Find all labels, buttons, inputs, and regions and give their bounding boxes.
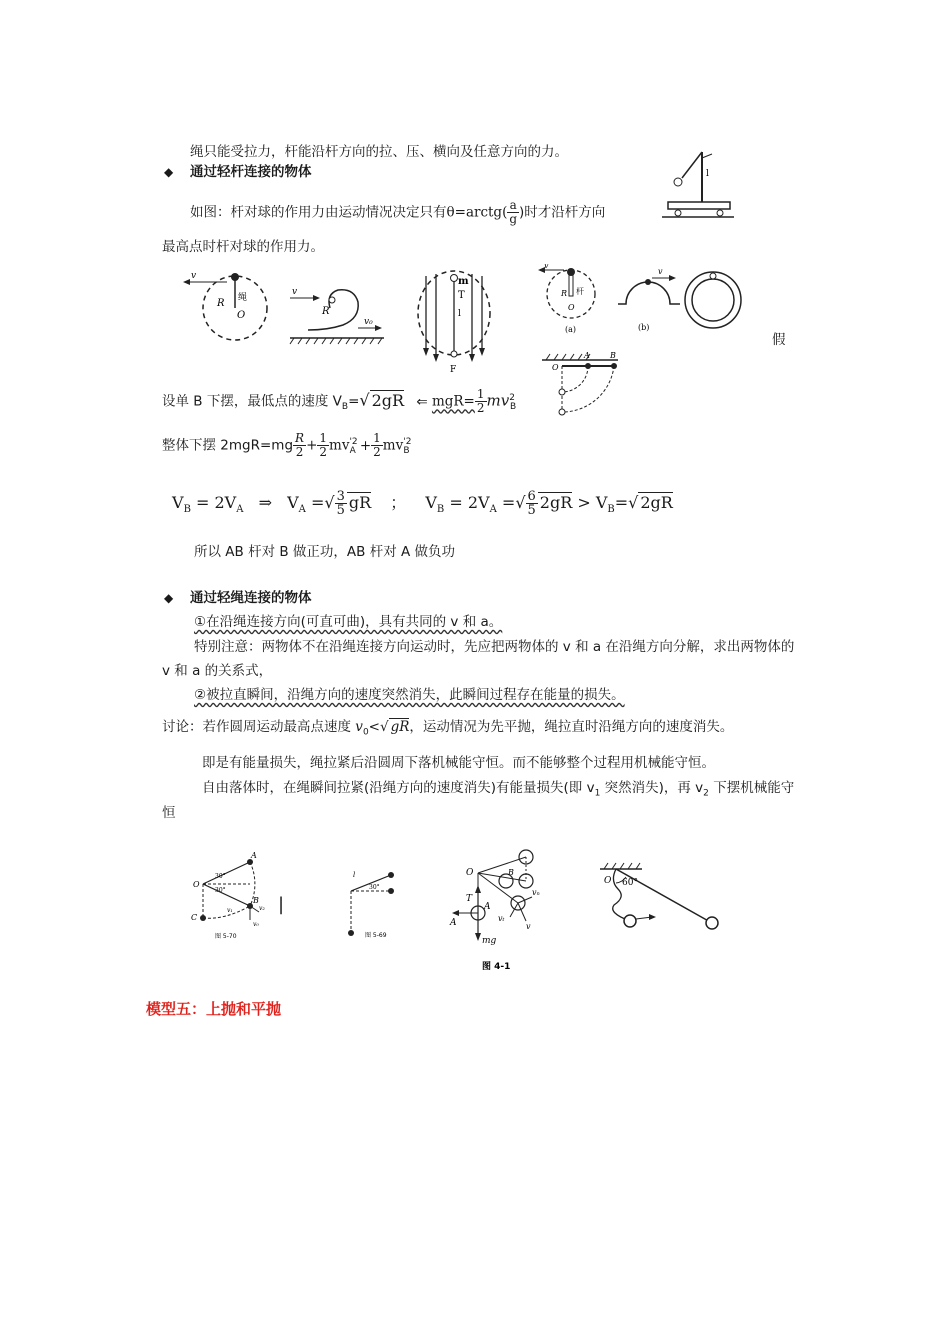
rod-label: 杆 — [576, 287, 584, 296]
cursor-bar: | — [278, 894, 285, 915]
energy-loss: 即是有能量损失，绳拉紧后沿圆周下落机械能守恒。而不能够整个过程用机械能守恒。 — [202, 755, 715, 771]
circle-rope-O: O — [237, 310, 246, 321]
rod-circle-figure — [536, 264, 606, 336]
eq3-gt: > V — [572, 493, 608, 512]
fig570-B: B — [253, 896, 259, 905]
loop-R: R — [322, 306, 330, 317]
eq3-left: V — [172, 493, 184, 512]
half-frac — [475, 388, 487, 415]
circle-rope-v: v — [191, 271, 197, 281]
mv-a: mv — [329, 437, 350, 454]
half-num: 1 — [476, 387, 485, 401]
pivot-A: A — [584, 351, 590, 360]
circle-rope-figure — [175, 268, 275, 348]
circle-rope-label: 绳 — [238, 293, 248, 303]
eq3-eq3: = 2V — [444, 493, 490, 512]
prime-sq-a: '2 — [349, 437, 358, 447]
fig41-A2: A — [484, 902, 491, 912]
whole-swing: 整体下摆 2mgR=mg — [162, 437, 294, 454]
frac-num: a — [507, 199, 519, 213]
loop-track-figure — [288, 280, 388, 350]
eq3-vb2: V — [425, 493, 437, 512]
free-fall: 自由落体时，在绳瞬间拉紧(沿绳方向的速度消失)有能量损失(即 v — [202, 780, 595, 796]
eq3-va-sub: A — [298, 504, 306, 516]
free-fall-end: 下摆机械能守 — [708, 780, 795, 796]
circle-rope-R: R — [217, 298, 225, 309]
half-den-2: 2 — [319, 445, 328, 459]
rod-R: R — [561, 289, 568, 298]
mv-b-sub: B — [403, 446, 410, 457]
prime-sq-b: '2 — [403, 437, 412, 447]
fig570-v0: v₀ — [253, 921, 259, 928]
mv-b2-sup: 2 — [509, 393, 515, 403]
fig41-O: O — [466, 868, 474, 878]
discussion-line: 讨论：若作圆周运动最高点速度 $v_0<√$ gR，运动情况为先平抛，绳拉直时沿绳方向的速度消失。 — [162, 719, 734, 738]
special-note2: v 和 a 的关系式， — [162, 663, 273, 679]
free-fall-sub1: 1 — [594, 788, 601, 799]
fig41-vt: vₜ — [498, 914, 505, 923]
two-den: 2 — [295, 445, 304, 459]
fig41-A: A — [450, 918, 457, 928]
half-den: 2 — [476, 401, 485, 415]
fig570-v2: v₂ — [259, 905, 265, 912]
special-note: 特别注意：两物体不在沿绳连接方向运动时，先应把两物体的 v 和 a 在沿绳方向分解，求出两物体的 — [194, 639, 795, 655]
pivot-B: B — [610, 351, 616, 360]
rod-force-line — [190, 199, 605, 226]
section-five-heading: 模型五：上抛和平抛 — [146, 1000, 282, 1018]
a-over-g — [507, 199, 519, 226]
fig41-vn: vₙ — [532, 888, 540, 897]
rod-force-theta: θ=arctg( — [446, 204, 508, 221]
half-frac-2 — [317, 432, 329, 459]
mv-a-sub: A — [349, 446, 356, 457]
fig570-v1: v₁ — [227, 907, 233, 914]
half-num-2: 1 — [319, 431, 328, 445]
mv-b2-sub: B — [509, 402, 517, 413]
heading-rod: 通过轻杆连接的物体 — [190, 164, 312, 180]
eq3-sqrt2gR: 2gR — [640, 493, 673, 512]
assume-b-sub: B — [341, 402, 349, 413]
mv-b2: mv — [486, 391, 510, 410]
fig570-30a: 30° — [215, 873, 226, 880]
eq3-va: V — [287, 493, 299, 512]
semicolon: ； — [390, 493, 407, 512]
fig60-angle: 60° — [622, 878, 638, 888]
plus-1: + — [306, 437, 318, 454]
rod-O: O — [568, 303, 575, 312]
eq3-six: 6 — [527, 489, 536, 504]
discussion-a: 讨论：若作圆周运动最高点速度 — [162, 719, 356, 735]
eq3-2gR: 2gR — [539, 493, 573, 512]
three-fifths — [335, 490, 347, 517]
assume-b-line: 设单 B 下摆，最低点的速度 $V_B=√$ 2gR ⇐ mgR= $\frac{1}{2}$ $mv^2_B$ — [162, 387, 517, 415]
eq3-eq: = 2V — [190, 493, 237, 512]
arch-figure — [614, 262, 684, 336]
rod-force-intro: 如图：杆对球的作用力由运动情况决定只有 — [190, 204, 447, 221]
fig570-A: A — [251, 851, 257, 860]
assume-b-eq: = — [348, 393, 360, 410]
bullet-diamond: ◆ — [164, 165, 174, 179]
vertical-l: l — [458, 309, 461, 319]
eq3-gR: gR — [348, 493, 372, 512]
R-over-2 — [293, 432, 306, 459]
eq3-five: 5 — [336, 503, 345, 518]
discussion-v0-sub: 0 — [362, 727, 369, 738]
fig41-v: v — [526, 922, 531, 931]
discussion-sqrt: gR — [390, 719, 410, 735]
fig569-caption: 图 5-69 — [365, 932, 387, 939]
mgR-eq: mgR= — [431, 393, 475, 410]
rope-rod-note: 绳只能受拉力，杆能沿杆方向的拉、压、横向及任意方向的力。 — [190, 144, 568, 160]
loop-v: v — [292, 287, 298, 297]
eq3-vb2-sub: B — [436, 504, 445, 516]
six-fifths — [526, 490, 538, 517]
fig41-caption: 图 4-1 — [482, 962, 511, 972]
crane-label: l — [706, 169, 709, 179]
fig569-30: 30° — [369, 884, 380, 891]
vertical-T: T — [458, 290, 465, 301]
side-char: 假 — [772, 332, 786, 348]
top-point-force: 最高点时杆对球的作用力。 — [162, 239, 324, 255]
ring-figure — [680, 268, 746, 332]
fig570-C: C — [191, 913, 198, 922]
rope-point1 — [194, 613, 502, 631]
rod-b: (b) — [638, 323, 650, 332]
eq3-eq5: = — [614, 493, 629, 512]
eq3-eq4: = — [496, 493, 516, 512]
half-num-3: 1 — [373, 431, 381, 445]
assume-b: 设单 B 下摆，最低点的速度 V — [162, 393, 342, 410]
eq3-va2-sub: A — [489, 504, 497, 516]
fig41-mg: mg — [482, 936, 497, 946]
figure-5-70 — [185, 848, 275, 943]
mv-b: mv — [382, 437, 404, 454]
sqrt-2gR: 2gR — [371, 390, 405, 410]
vertical-m: m — [458, 276, 469, 287]
conclusion: 所以 AB 杆对 B 做正功，AB 杆对 A 做负功 — [194, 544, 456, 560]
pivot-O: O — [552, 363, 559, 372]
loop-v0: v₀ — [364, 317, 373, 327]
whole-swing-line — [162, 432, 410, 460]
eq3-eq2: = — [305, 493, 325, 512]
rod-force-tail: )时才沿杆方向 — [519, 204, 606, 221]
rope-point1-text: ①在沿绳连接方向(可直可曲)，具有共同的 v 和 a。 — [194, 614, 503, 630]
R-num: R — [295, 431, 305, 445]
discussion-lt: < — [368, 719, 380, 735]
fig60-O: O — [604, 876, 612, 886]
bullet-diamond-2: ◆ — [164, 591, 174, 605]
fig570-30b: 30° — [215, 887, 226, 894]
fig570-O: O — [193, 880, 200, 889]
rod-a: (a) — [565, 325, 577, 334]
rod-v: v — [544, 264, 549, 270]
implies: ⇒ — [258, 493, 272, 512]
free-fall-sub2: 2 — [703, 788, 709, 799]
fig570-caption: 图 5-70 — [215, 933, 237, 940]
fig41-T: T — [466, 894, 473, 904]
discussion-b: ，运动情况为先平抛，绳拉直时沿绳方向的速度消失。 — [409, 719, 734, 735]
rope-point2-text: ②被拉直瞬间，沿绳方向的速度突然消失，此瞬间过程存在能量的损失。 — [194, 687, 625, 703]
rope-point2 — [194, 686, 625, 704]
figure-5-69 — [335, 865, 410, 945]
discussion-v0: v — [355, 719, 363, 735]
free-fall-mid: 突然消失)，再 v — [600, 780, 704, 796]
figure-60deg — [596, 855, 726, 935]
heading-rope: 通过轻绳连接的物体 — [190, 590, 312, 606]
equation-velocity: $V_B = 2V_A$ ⇒ $V_A$ =√ $\frac{3}{5}$ gR ； $V_B = 2V_A$ =√ $\frac{6}{5}$ $2gR > V_B=√$ 2gR — [172, 489, 673, 518]
vertical-circle-figure — [412, 268, 497, 373]
free-fall-line — [202, 779, 794, 803]
figure-4-1 — [448, 845, 548, 975]
crane-figure — [660, 150, 735, 220]
fig569-l: l — [353, 871, 356, 879]
eq3-three: 3 — [336, 489, 345, 504]
eq3-gt-sub: B — [607, 504, 615, 516]
eq3-b: B — [183, 504, 191, 516]
half-den-3: 2 — [373, 445, 381, 459]
rod-b-v: v — [658, 267, 663, 276]
eq3-five2: 5 — [527, 503, 536, 518]
free-fall-wrap: 恒 — [162, 805, 176, 821]
vertical-F: F — [450, 365, 457, 373]
half-frac-3 — [371, 432, 383, 459]
plus-2: + — [359, 437, 372, 454]
fig41-B: B — [508, 868, 514, 877]
eq3-a: A — [236, 504, 244, 516]
frac-den: g — [509, 212, 518, 226]
arrow-left: ⇐ — [416, 393, 428, 410]
pivot-rod-figure — [538, 350, 628, 418]
